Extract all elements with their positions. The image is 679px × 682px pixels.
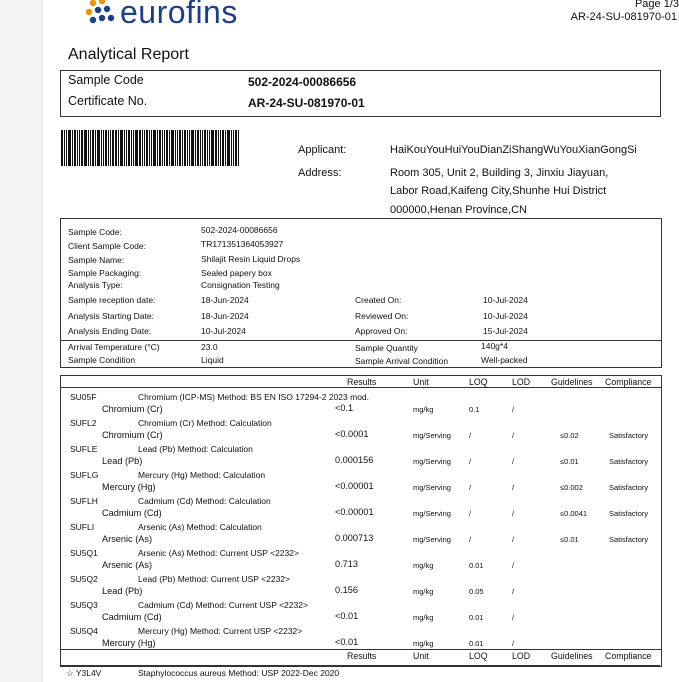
page-number: Page 1/3 [634,0,679,10]
barcode-bar [175,130,176,166]
sample-quantity-label: Sample Quantity [355,343,418,353]
barcode-bar [166,130,168,166]
result-loq: / [469,535,472,544]
result-lod: / [512,509,515,518]
barcode-bar [233,130,234,166]
analyte-name: Mercury (Hg) [102,638,156,648]
result-unit: mg/kg [413,587,434,596]
col-header-guidelines: Guidelines [551,651,593,661]
test-method: Mercury (Hg) Method: Current USP <2232> [138,626,303,636]
result-lod: / [512,483,515,492]
date-label: Created On: [355,295,402,305]
sample-condition-value: Liquid [201,355,224,365]
result-value: <0.01 [335,637,359,647]
result-value: <0.01 [335,611,359,621]
barcode-bar [220,130,221,166]
barcode-bar [209,130,210,166]
barcode-bar [182,130,183,166]
barcode-bar [135,130,138,166]
date-label: Analysis Ending Date: [68,326,152,336]
date-value: 10-Jul-2024 [483,295,528,305]
result-value: 0.713 [335,559,358,569]
result-value: <0.0001 [335,429,369,439]
test-method: Arsenic (As) Method: Current USP <2232> [138,548,299,558]
barcode-bar [231,130,232,166]
barcode-bar [195,130,196,166]
test-code: SU05F [70,392,97,402]
barcode-bar [61,130,63,166]
result-loq: 0.1 [469,405,480,414]
result-unit: mg/Serving [413,483,451,492]
date-value: 18-Jun-2024 [201,295,249,305]
barcode-bar [225,130,226,166]
applicant-label: Applicant: [298,144,347,156]
sample-quantity-value: 140g*4 [481,341,508,351]
result-value: 0.000156 [335,455,374,465]
col-header-compliance: Compliance [605,651,652,661]
barcode-bar [187,130,188,166]
result-lod: / [512,639,515,648]
result-unit: mg/kg [413,639,434,648]
address-line: Room 305, Unit 2, Building 3, Jinxiu Jiayuan, [390,167,609,179]
barcode-bar [103,130,104,166]
barcode-bar [88,130,89,166]
col-header-results: Results [347,377,377,387]
date-label: Reviewed On: [355,311,409,321]
col-header-lod: LOD [512,377,531,387]
analyte-name: Lead (Pb) [102,586,143,596]
test-method: Lead (Pb) Method: Calculation [138,444,253,454]
result-compliance: Satisfactory [609,431,649,440]
barcode-bar [159,130,161,166]
report-reference: AR-24-SU-081970-01 [570,11,677,23]
barcode-icon [61,130,273,166]
result-value: <0.1 [335,403,354,413]
info-label: Client Sample Code: [68,241,146,251]
barcode-bar [92,130,94,166]
analyte-name: Cadmium (Cd) [102,612,162,622]
info-value: Sealed papery box [201,268,272,278]
test-method: Chromium (ICP-MS) Method: BS EN ISO 17294-2 2023 mod. [138,392,370,402]
analyte-name: Chromium (Cr) [102,404,163,414]
result-loq: 0.05 [469,587,484,596]
barcode-bar [128,130,130,166]
barcode-bar [84,130,87,166]
barcode-bar [124,130,125,166]
info-value: Consignation Testing [201,280,280,290]
barcode-bar [126,130,127,166]
info-label: Sample Packaging: [68,268,142,278]
result-unit: mg/kg [413,613,434,622]
col-header-unit: Unit [413,651,429,661]
analyte-name: Mercury (Hg) [102,482,156,492]
col-header-lod: LOD [512,651,531,661]
certificate-value: AR-24-SU-081970-01 [248,96,365,110]
result-loq: / [469,509,472,518]
applicant-value: HaiKouYouHuiYouDianZiShangWuYouXianGongSi [390,144,637,156]
barcode-bar [227,130,230,166]
barcode-bar [77,130,78,166]
barcode-bar [215,130,217,166]
test-method: Chromium (Cr) Method: Calculation [138,418,272,428]
result-loq: 0.01 [469,613,484,622]
analyte-name: Cadmium (Cd) [102,508,162,518]
barcode-bar [207,130,208,166]
date-label: Analysis Starting Date: [68,311,154,321]
test-code: SUFLG [70,470,99,480]
result-compliance: Satisfactory [609,457,649,466]
bottom-divider [60,665,660,666]
info-label: Sample Name: [68,255,125,265]
result-loq: / [469,483,472,492]
barcode-bar [139,130,141,166]
test-method: Cadmium (Cd) Method: Current USP <2232> [138,600,308,610]
barcode-bar [235,130,237,166]
footer-header-divider [60,649,661,650]
result-guideline: ≤0.0041 [560,509,588,518]
barcode-bar [110,130,111,166]
barcode-bar [66,130,67,166]
barcode-bar [118,130,119,166]
date-value: 10-Jul-2024 [483,311,528,321]
result-lod: / [512,587,515,596]
result-value: 0.000713 [335,533,374,543]
barcode-bar [157,130,158,166]
result-unit: mg/Serving [413,431,451,440]
test-method: Mercury (Hg) Method: Calculation [138,470,266,480]
barcode-bar [169,130,170,166]
info-label: Sample Code: [68,227,122,237]
barcode-bar [153,130,156,166]
test-code: SU5Q3 [70,600,98,610]
barcode-bar [218,130,219,166]
arrival-condition-label: Sample Arrival Condition [355,356,449,366]
result-guideline: ≤0.01 [560,457,579,466]
barcode-bar [115,130,117,166]
col-header-loq: LOQ [469,651,488,661]
result-loq: 0.01 [469,639,484,648]
result-value: <0.00001 [335,481,374,491]
arrival-condition-value: Well-packed [481,355,528,365]
analyte-name: Arsenic (As) [102,534,153,544]
page-margin-strip [0,0,43,682]
info-value: TR171351364053927 [201,239,284,249]
header-divider [60,387,661,388]
barcode-bar [142,130,143,166]
barcode-bar [197,130,199,166]
barcode-bar [204,130,206,166]
col-header-loq: LOQ [469,377,488,387]
result-unit: mg/Serving [413,535,451,544]
barcode-bar [144,130,145,166]
barcode-bar [72,130,73,166]
barcode-bar [120,130,123,166]
result-loq: / [469,457,472,466]
result-loq: / [469,431,472,440]
barcode-bar [222,130,224,166]
arrival-temp-value: 23.0 [201,342,218,352]
analyte-name: Lead (Pb) [102,456,143,466]
barcode-bar [211,130,214,166]
barcode-bar [101,130,102,166]
info-value: Shilajit Resin Liquid Drops [201,254,301,264]
eurofins-logo-icon [84,0,120,32]
barcode-bar [95,130,96,166]
barcode-bar [74,130,76,166]
barcode-bar [164,130,165,166]
result-lod: / [512,405,515,414]
result-loq: 0.01 [469,561,484,570]
barcode-bar [68,130,71,166]
barcode-bar [149,130,150,166]
test-code: SU5Q1 [70,548,98,558]
test-code: SUFLI [70,522,95,532]
result-lod: / [512,561,515,570]
result-lod: / [512,535,515,544]
sample-code-label: Sample Code [68,73,144,87]
barcode-bar [189,130,190,166]
barcode-bar [64,130,65,166]
address-line: 000000,Henan Province,CN [390,204,527,216]
barcode-bar [177,130,178,166]
result-compliance: Satisfactory [609,483,649,492]
test-code: SU5Q4 [70,626,98,636]
info-value: 502-2024-00086656 [201,225,278,235]
result-value: <0.00001 [335,507,374,517]
barcode-bar [97,130,100,166]
next-test-code: ☆ Y3L4V [66,668,102,678]
address-line: Labor Road,Kaifeng City,Shunhe Hui District [390,185,607,197]
address-label: Address: [298,167,342,179]
barcode-bar [90,130,91,166]
result-value: 0.156 [335,585,358,595]
report-title: Analytical Report [68,46,189,63]
analyte-name: Chromium (Cr) [102,430,163,440]
sample-code-value: 502-2024-00086656 [248,75,357,89]
test-code: SUFL2 [70,418,97,428]
test-code: SUFLE [70,444,98,454]
barcode-bar [81,130,83,166]
arrival-temp-label: Arrival Temperature (°C) [68,342,160,352]
barcode-bar [238,130,239,166]
date-value: 15-Jul-2024 [483,326,528,336]
barcode-bar [112,130,114,166]
result-lod: / [512,431,515,440]
result-guideline: ≤0.02 [560,431,579,440]
test-method: Lead (Pb) Method: Current USP <2232> [138,574,290,584]
barcode-bar [146,130,148,166]
info-label: Analysis Type: [68,280,123,290]
result-compliance: Satisfactory [609,535,649,544]
test-code: SU5Q2 [70,574,98,584]
barcode-bar [162,130,163,166]
barcode-bar [79,130,80,166]
result-compliance: Satisfactory [609,509,649,518]
test-method: Arsenic (As) Method: Calculation [138,522,262,532]
result-lod: / [512,613,515,622]
barcode-bar [191,130,194,166]
result-lod: / [512,457,515,466]
result-unit: mg/kg [413,405,434,414]
result-guideline: ≤0.01 [560,535,579,544]
result-unit: mg/kg [413,561,434,570]
brand-name: eurofins [120,0,238,30]
barcode-bar [151,130,152,166]
barcode-bar [184,130,186,166]
date-value: 18-Jun-2024 [201,311,249,321]
col-header-compliance: Compliance [605,377,652,387]
date-value: 10-Jul-2024 [201,326,246,336]
barcode-bar [179,130,181,166]
result-unit: mg/Serving [413,509,451,518]
barcode-bar [202,130,203,166]
analyte-name: Arsenic (As) [102,560,153,570]
barcode-bar [108,130,109,166]
col-header-guidelines: Guidelines [551,377,593,387]
test-method: Cadmium (Cd) Method: Calculation [138,496,271,506]
barcode-bar [171,130,174,166]
certificate-label: Certificate No. [68,94,148,108]
divider [60,340,661,341]
barcode-bar [133,130,134,166]
barcode-bar [200,130,201,166]
date-label: Approved On: [355,326,408,336]
barcode-bar [131,130,132,166]
col-header-unit: Unit [413,377,429,387]
result-unit: mg/Serving [413,457,451,466]
col-header-results: Results [347,651,377,661]
result-guideline: ≤0.002 [560,483,583,492]
date-label: Sample reception date: [68,295,156,305]
sample-condition-label: Sample Condition [68,355,136,365]
barcode-bar [105,130,107,166]
next-test-method: Staphylococcus aureus Method: USP 2022-Dec 2020 [138,668,340,678]
test-code: SUFLH [70,496,98,506]
